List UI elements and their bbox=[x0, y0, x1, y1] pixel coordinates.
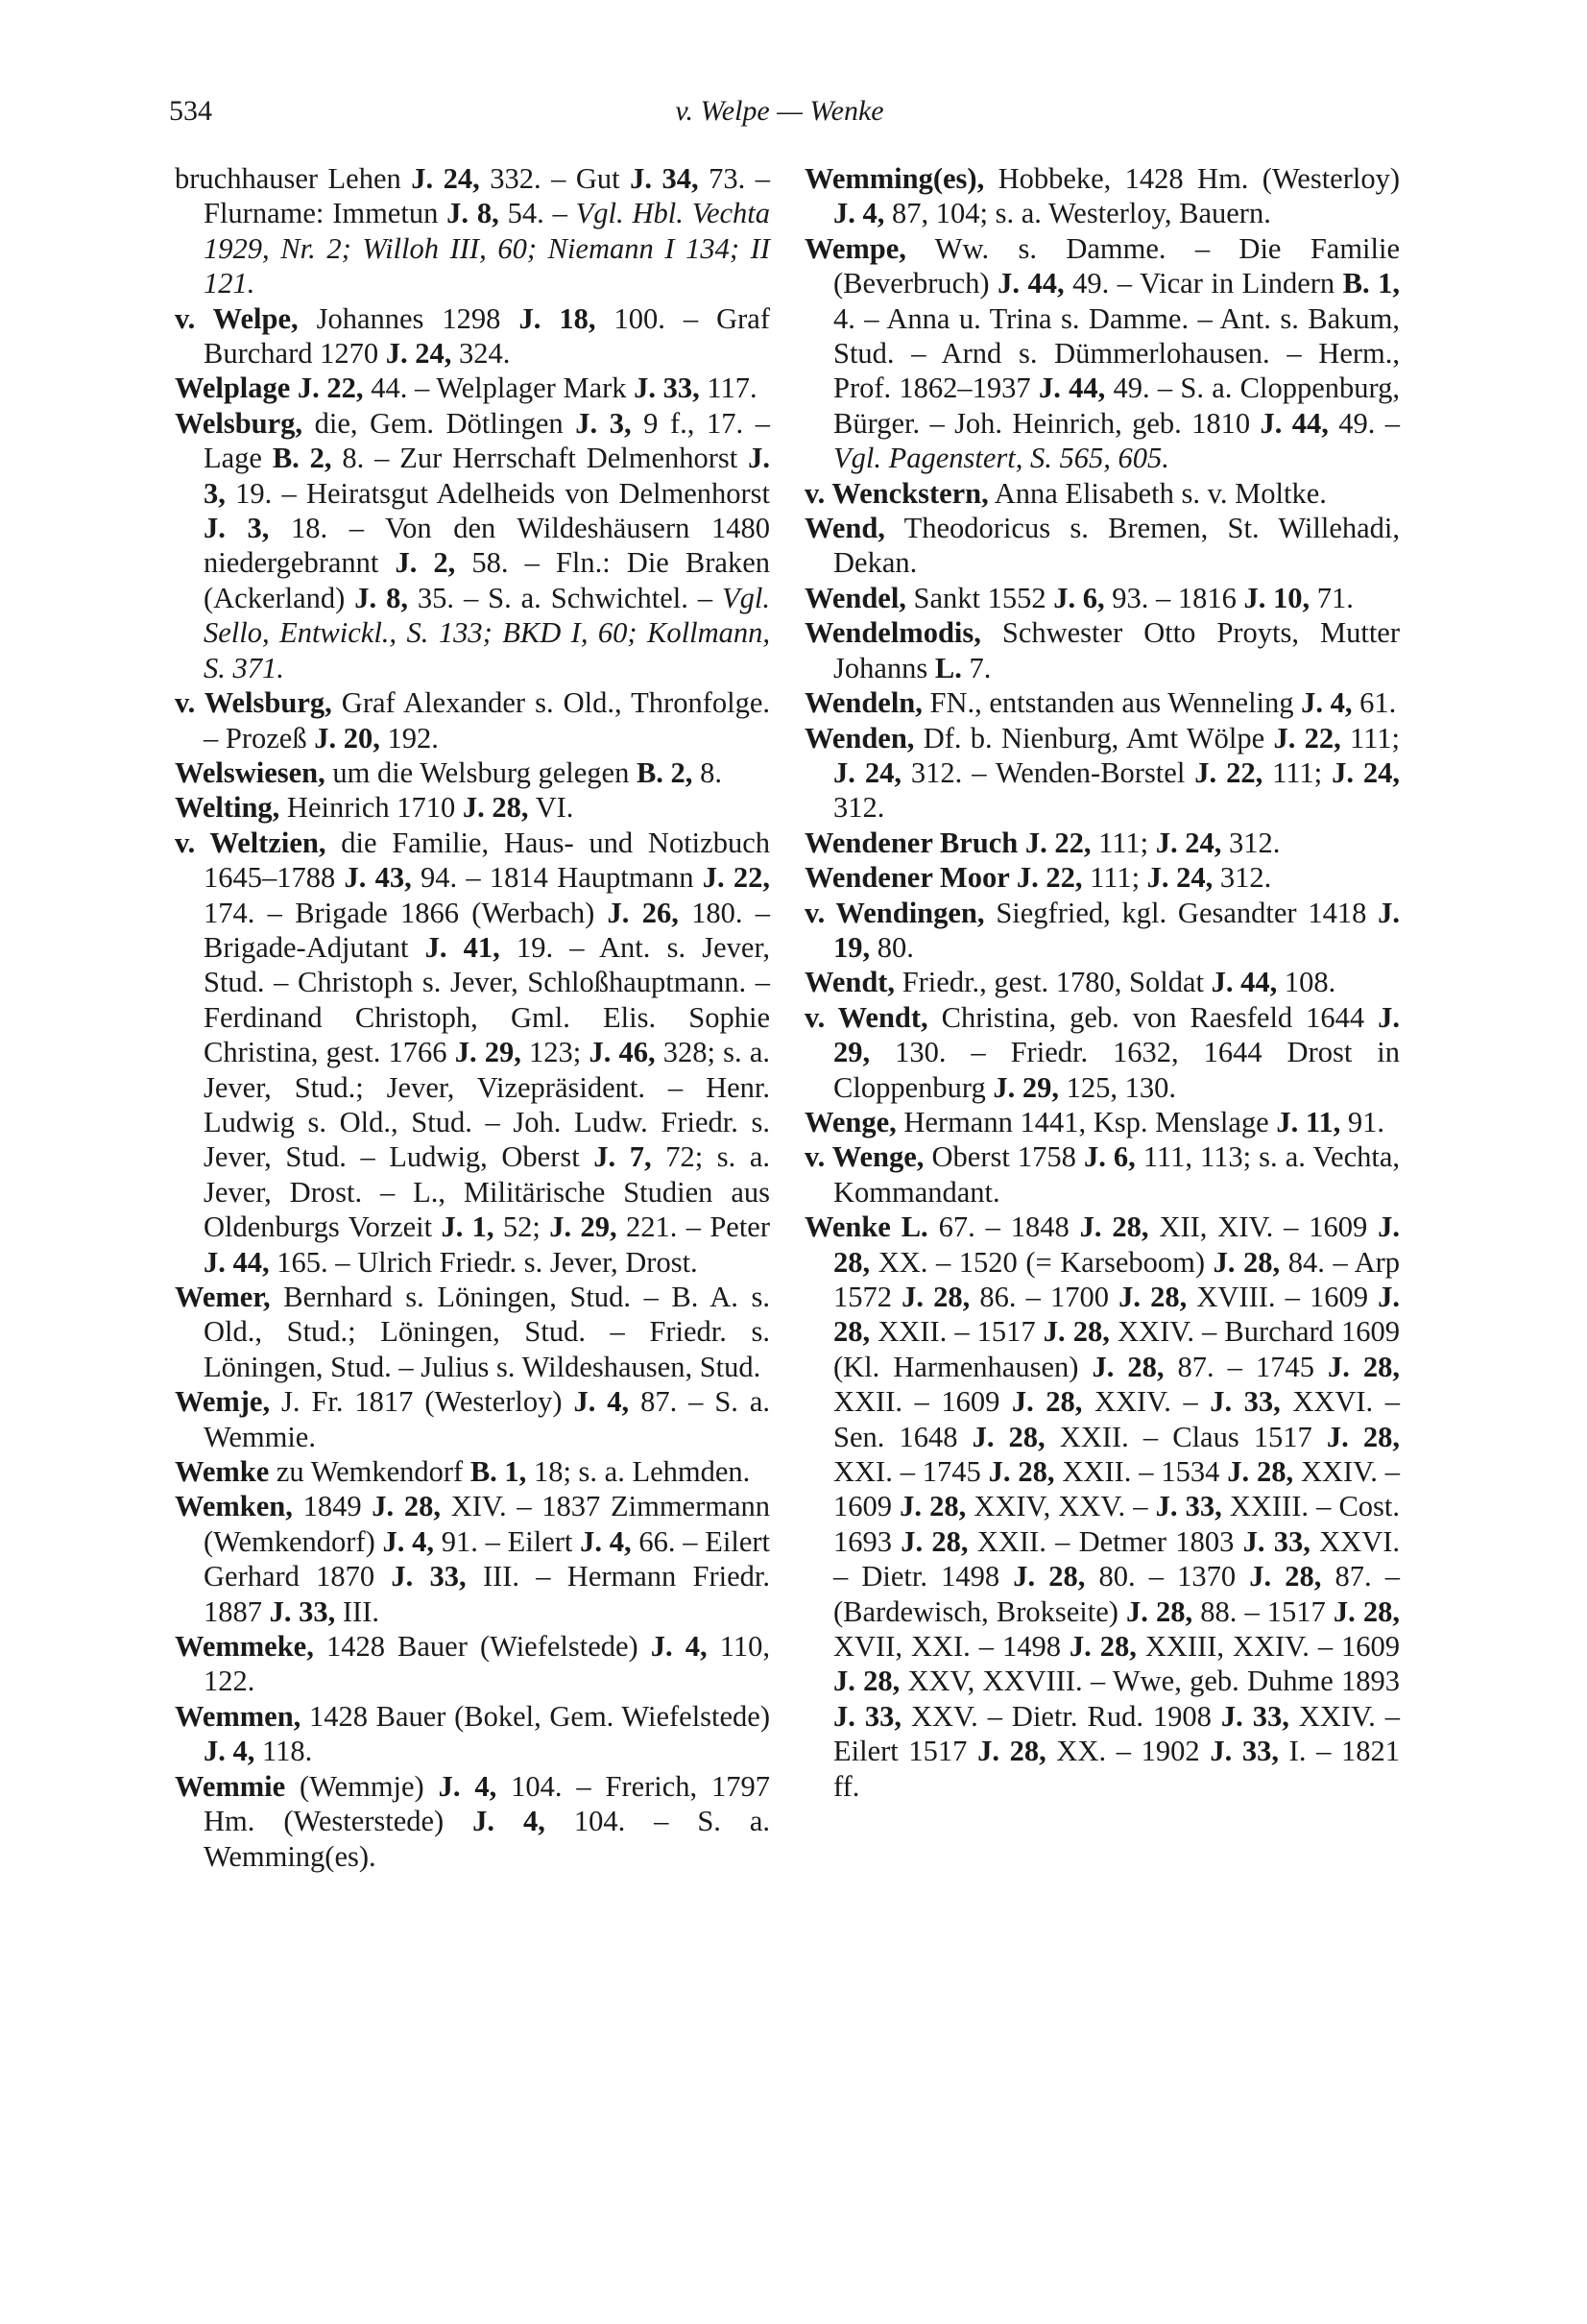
entry-text: 324. bbox=[451, 337, 511, 371]
entry-keyword: J. 10, bbox=[1243, 581, 1310, 614]
entry-text: III. – Hermann Friedr. 1887 bbox=[204, 1560, 771, 1628]
entry-keyword: J. 28, bbox=[462, 791, 529, 825]
entry-text: 8. bbox=[692, 755, 722, 789]
entry-keyword: Welting, bbox=[175, 791, 280, 825]
entry-text: 4. – Anna u. Trina s. Damme. – Ant. s. Bakum, Stud. – Arnd s. Dümmerlohausen. – Herm., Prof. 1862–1937 bbox=[833, 301, 1400, 405]
entry-keyword: J. 19, bbox=[833, 896, 1400, 964]
entry-keyword: J. 1, bbox=[441, 1210, 494, 1244]
entry-keyword: J. 22, bbox=[1194, 755, 1263, 789]
entry-keyword: Wendener Moor J. 22, bbox=[805, 861, 1083, 895]
entry-keyword: J. 28, bbox=[1092, 1350, 1165, 1383]
entry-keyword: B. 2, bbox=[272, 442, 332, 475]
entry-keyword: J. 43, bbox=[344, 861, 412, 895]
entry-text: III. bbox=[335, 1594, 379, 1628]
entry-text: 328; s. a. Jever, Stud.; Jever, Vizepräsident. – Henr. Ludwig s. Old., Stud. – Joh. Ludw. Friedr. s. Jever, Stud. – Ludwig, Oberst bbox=[204, 1036, 771, 1174]
entry-text: 108. bbox=[1277, 966, 1336, 999]
entry-keyword: v. Wendingen, bbox=[805, 896, 985, 929]
entry-text: 66. – Eilert Gerhard 1870 bbox=[204, 1524, 771, 1593]
index-entry bbox=[175, 1769, 770, 1874]
entry-keyword: Wemer, bbox=[175, 1281, 271, 1313]
entry-text: 84. – Arp 1572 bbox=[833, 1245, 1401, 1313]
index-entry bbox=[805, 161, 1400, 231]
entry-text: 100. – Graf Burchard 1270 bbox=[204, 301, 770, 371]
entry-text: 87. – 1745 bbox=[1164, 1350, 1328, 1383]
entry-keyword: J. 4, bbox=[833, 197, 885, 230]
entry-text: Sankt 1552 bbox=[905, 581, 1054, 614]
entry-keyword: J. 24, bbox=[1155, 826, 1222, 859]
entry-text: Christina, geb. von Raesfeld 1644 bbox=[927, 1000, 1379, 1034]
entry-text: XXIV. – 1609 bbox=[833, 1455, 1401, 1523]
entry-keyword: J. 28, bbox=[1118, 1281, 1188, 1313]
entry-text: 71. bbox=[1310, 581, 1354, 614]
index-entry bbox=[175, 1454, 770, 1489]
entry-text: XXI. – 1745 bbox=[833, 1455, 989, 1489]
entry-text: 332. – Gut bbox=[479, 162, 631, 195]
index-entry bbox=[175, 755, 770, 790]
entry-keyword: J. 33, bbox=[391, 1560, 467, 1593]
entry-text: Siegfried, kgl. Gesandter 1418 bbox=[984, 896, 1379, 929]
entry-text: 111; bbox=[1082, 861, 1147, 895]
entry-text: 125, 130. bbox=[1058, 1070, 1176, 1104]
entry-keyword: J. 8, bbox=[446, 197, 499, 230]
entry-keyword: Wendelmodis, bbox=[805, 616, 981, 650]
left-column bbox=[175, 161, 770, 1874]
entry-text: Schwester Otto Proyts, Mutter Johanns bbox=[833, 616, 1400, 684]
entry-keyword: J. 24, bbox=[1146, 861, 1214, 895]
entry-text: zu Wemkendorf bbox=[269, 1455, 470, 1489]
entry-keyword: J. 20, bbox=[314, 721, 380, 755]
entry-text: I. – 1821 ff. bbox=[833, 1735, 1401, 1803]
entry-text: XX. – 1520 (= Karseboom) bbox=[870, 1245, 1214, 1279]
entry-text: 180. – Brigade-Adjutant bbox=[204, 896, 771, 964]
entry-text: XXIV. – Eilert 1517 bbox=[833, 1699, 1401, 1768]
entry-text: 18. – Von den Wildeshäusern 1480 niedergebrannt bbox=[204, 512, 770, 580]
entry-text: XXII. – Claus 1517 bbox=[1045, 1420, 1327, 1453]
entry-text: XXVI. – Dietr. 1498 bbox=[833, 1524, 1401, 1593]
entry-text: bruchhauser Lehen bbox=[175, 162, 412, 195]
entry-keyword: J. 4, bbox=[438, 1769, 497, 1803]
entry-text: 87. – (Bardewisch, Brokseite) bbox=[833, 1560, 1400, 1628]
entry-keyword: J. 44, bbox=[998, 267, 1065, 300]
entry-keyword: J. 24, bbox=[1332, 755, 1401, 789]
entry-keyword: J. 28, bbox=[1326, 1420, 1401, 1453]
entry-keyword: J. 28, bbox=[1069, 1630, 1137, 1664]
entry-text: FN., entstanden aus Wenneling bbox=[922, 686, 1302, 720]
entry-keyword: J. 28, bbox=[833, 1281, 1401, 1349]
entry-keyword: J. 26, bbox=[607, 896, 679, 929]
index-entry bbox=[175, 685, 770, 755]
entry-text: 1849 bbox=[292, 1490, 373, 1523]
entry-text: 123; bbox=[520, 1036, 589, 1069]
entry-keyword: J. 28, bbox=[1227, 1455, 1294, 1489]
entry-keyword: J. 22, bbox=[1273, 721, 1341, 755]
index-entry bbox=[175, 1699, 770, 1769]
entry-text: 9 f., 17. – Lage bbox=[204, 406, 770, 475]
entry-text: 91. bbox=[1340, 1105, 1385, 1138]
entry-text: 54. – bbox=[498, 197, 576, 230]
entry-keyword: Wemming(es), bbox=[805, 162, 985, 195]
entry-text: 44. – Welplager Mark bbox=[363, 371, 635, 405]
entry-keyword: J. 4, bbox=[650, 1630, 708, 1664]
entry-text: 312. – Wenden-Borstel bbox=[901, 755, 1195, 789]
entry-keyword: J. 29, bbox=[454, 1036, 521, 1069]
entry-reference: Vgl. Sello, Entwickl., S. 133; BKD I, 60; Kollmann, S. 371. bbox=[204, 581, 770, 684]
entry-keyword: J. 28, bbox=[372, 1490, 441, 1523]
entry-text: 91. – Eilert bbox=[434, 1524, 581, 1558]
entry-keyword: J. 29, bbox=[993, 1070, 1059, 1104]
entry-text: 110, 122. bbox=[204, 1630, 770, 1698]
entry-keyword: Welplage J. 22, bbox=[175, 371, 364, 405]
entry-keyword: J. 28, bbox=[988, 1455, 1055, 1489]
entry-keyword: Welswiesen, bbox=[175, 755, 325, 789]
entry-keyword: J. 28, bbox=[833, 1210, 1401, 1279]
index-entry bbox=[805, 615, 1400, 685]
entry-keyword: J. 33, bbox=[833, 1699, 902, 1733]
entry-keyword: J. 7, bbox=[593, 1140, 652, 1174]
entry-text: XXV. – Dietr. Rud. 1908 bbox=[901, 1699, 1221, 1733]
entry-keyword: B. 1, bbox=[1342, 267, 1401, 300]
entry-text: XXIV. – Burchard 1609 (Kl. Harmenhausen) bbox=[833, 1315, 1400, 1383]
entry-text: Hermann 1441, Ksp. Menslage bbox=[896, 1105, 1277, 1138]
entry-text: 111; bbox=[1340, 721, 1400, 755]
entry-text: 35. – S. a. Schwichtel. – bbox=[407, 581, 723, 614]
entry-keyword: J. 33, bbox=[1220, 1699, 1289, 1733]
entry-text: 312. bbox=[1221, 826, 1281, 859]
entry-keyword: J. 46, bbox=[589, 1036, 656, 1069]
entry-keyword: Wemmeke, bbox=[175, 1630, 314, 1664]
entry-text: 80. bbox=[870, 930, 914, 964]
index-entry bbox=[175, 301, 770, 371]
entry-keyword: J. 3, bbox=[204, 442, 771, 510]
entry-text: 72; s. a. Jever, Drost. – L., Militärische Studien aus Oldenburgs Vorzeit bbox=[204, 1140, 771, 1244]
entry-keyword: J. 11, bbox=[1276, 1105, 1341, 1138]
entry-text: 67. – 1848 bbox=[927, 1210, 1080, 1244]
entry-reference: Vgl. Hbl. Vechta 1929, Nr. 2; Willoh III, 60; Niemann I 134; II 121. bbox=[204, 197, 771, 300]
index-entry bbox=[805, 965, 1400, 999]
index-entry bbox=[805, 231, 1400, 476]
index-entry bbox=[175, 371, 770, 405]
entry-text: die, Gem. Dötlingen bbox=[302, 406, 576, 440]
entry-text: XIV. – 1837 Zimmermann (Wemkendorf) bbox=[204, 1490, 770, 1558]
entry-text: 88. – 1517 bbox=[1192, 1594, 1334, 1628]
index-entry bbox=[175, 790, 770, 825]
index-entry bbox=[805, 826, 1400, 860]
entry-keyword: J. 28, bbox=[1079, 1210, 1149, 1244]
entry-keyword: J. 3, bbox=[575, 406, 632, 440]
entry-keyword: J. 28, bbox=[1011, 1385, 1083, 1419]
index-entry bbox=[175, 1629, 770, 1699]
entry-text: XXII. – Detmer 1803 bbox=[968, 1524, 1243, 1558]
entry-keyword: v. Wendt, bbox=[805, 1000, 928, 1034]
entry-keyword: J. 28, bbox=[1013, 1560, 1086, 1593]
entry-keyword: J. 28, bbox=[972, 1420, 1046, 1453]
entry-text: die Familie, Haus- und Notizbuch 1645–1788 bbox=[204, 826, 770, 895]
entry-text: VI. bbox=[528, 791, 574, 825]
entry-text: 111, 113; s. a. Vechta, Kommandant. bbox=[833, 1140, 1400, 1209]
entry-text: 49. – bbox=[1328, 406, 1401, 440]
entry-keyword: v. Wenge, bbox=[805, 1140, 925, 1174]
entry-text: Oberst 1758 bbox=[924, 1140, 1084, 1174]
entry-keyword: J. 33, bbox=[1210, 1735, 1279, 1768]
entry-reference: Vgl. Pagenstert, S. 565, 605. bbox=[833, 442, 1169, 475]
entry-keyword: J. 6, bbox=[1083, 1140, 1136, 1174]
entry-keyword: B. 1, bbox=[469, 1455, 527, 1489]
index-entry bbox=[175, 161, 770, 301]
entry-keyword: J. 2, bbox=[395, 546, 456, 580]
entry-keyword: J. 28, bbox=[1126, 1594, 1193, 1628]
index-entry bbox=[805, 1139, 1400, 1210]
entry-text: 165. – Ulrich Friedr. s. Jever, Drost. bbox=[269, 1245, 698, 1279]
index-entry bbox=[805, 1210, 1400, 1804]
entry-keyword: J. 33, bbox=[269, 1594, 336, 1628]
entry-keyword: Wemje, bbox=[175, 1385, 271, 1419]
entry-keyword: J. 29, bbox=[833, 1000, 1400, 1069]
entry-keyword: J. 4, bbox=[573, 1385, 630, 1419]
entry-keyword: v. Welpe, bbox=[175, 301, 299, 335]
entry-text: 111; bbox=[1091, 826, 1156, 859]
entry-text: 118. bbox=[254, 1735, 313, 1768]
page-number: 534 bbox=[169, 95, 212, 127]
entry-keyword: J. 29, bbox=[549, 1210, 617, 1244]
entry-text: XXII. – 1517 bbox=[870, 1315, 1044, 1349]
entry-keyword: J. 44, bbox=[1211, 966, 1278, 999]
entry-text: 7. bbox=[961, 651, 992, 684]
entry-text: 19. – Heiratsgut Adelheids von Delmenhorst bbox=[225, 476, 770, 510]
entry-keyword: v. Weltzien, bbox=[175, 826, 326, 859]
entry-keyword: J. 28, bbox=[1213, 1245, 1281, 1279]
entry-keyword: J. 24, bbox=[385, 337, 452, 371]
entry-text: 61. bbox=[1352, 686, 1397, 720]
entry-text: Ww. s. Damme. – Die Familie (Beverbruch) bbox=[833, 231, 1400, 300]
entry-keyword: J. 28, bbox=[901, 1524, 969, 1558]
entry-keyword: J. 28, bbox=[977, 1735, 1046, 1768]
index-entry bbox=[805, 685, 1400, 720]
entry-keyword: J. 24, bbox=[833, 755, 902, 789]
entry-text: 117. bbox=[699, 371, 757, 405]
entry-keyword: Wenge, bbox=[805, 1105, 897, 1138]
index-entry bbox=[805, 1105, 1400, 1139]
entry-text: XVIII. – 1609 bbox=[1187, 1281, 1379, 1313]
index-entry bbox=[175, 406, 770, 685]
running-head: v. Welpe — Wenke bbox=[675, 95, 884, 127]
index-entry bbox=[805, 476, 1400, 511]
entry-text: Anna Elisabeth s. v. Moltke. bbox=[988, 476, 1327, 510]
entry-keyword: J. 44, bbox=[204, 1245, 270, 1279]
entry-text: XXIII. – Cost. 1693 bbox=[833, 1490, 1401, 1558]
entry-text: 52; bbox=[493, 1210, 550, 1244]
entry-text: 104. – S. a. Wemming(es). bbox=[204, 1805, 771, 1873]
entry-keyword: J. 28, bbox=[1333, 1594, 1401, 1628]
entry-keyword: Wenden, bbox=[805, 721, 915, 755]
entry-text: 8. – Zur Herrschaft Delmenhorst bbox=[331, 442, 749, 475]
entry-text: 174. – Brigade 1866 (Werbach) bbox=[204, 896, 608, 929]
entry-keyword: J. 24, bbox=[411, 162, 480, 195]
index-entry bbox=[805, 721, 1400, 826]
index-entry bbox=[175, 1489, 770, 1629]
index-entry bbox=[175, 826, 770, 1280]
entry-text: Johannes 1298 bbox=[298, 301, 519, 335]
entry-keyword: Wendt, bbox=[805, 966, 896, 999]
entry-text: 93. – 1816 bbox=[1104, 581, 1244, 614]
entry-text: XX. – 1902 bbox=[1046, 1735, 1211, 1768]
entry-text: 86. – 1700 bbox=[970, 1281, 1119, 1313]
entry-text: Graf Alexander s. Old., Thronfolge. – Prozeß bbox=[204, 686, 770, 755]
entry-text: Heinrich 1710 bbox=[279, 791, 463, 825]
entry-keyword: J. 4, bbox=[472, 1805, 545, 1838]
entry-keyword: v. Welsburg, bbox=[175, 686, 332, 720]
entry-text: 87, 104; s. a. Westerloy, Bauern. bbox=[884, 197, 1271, 230]
entry-text: 73. – Flurname: Immetun bbox=[204, 162, 770, 230]
entry-text: 49. – S. a. Cloppenburg, Bürger. – Joh. Heinrich, geb. 1810 bbox=[833, 371, 1400, 440]
entry-keyword: J. 33, bbox=[1210, 1385, 1281, 1419]
entry-text: 18; s. a. Lehmden. bbox=[526, 1455, 751, 1489]
index-entry bbox=[805, 1000, 1400, 1105]
entry-keyword: J. 28, bbox=[1249, 1560, 1322, 1593]
entry-text: 19. – Ant. s. Jever, Stud. – Christoph s. Jever, Schloßhauptmann. – Ferdinand Christoph, Gml. Elis. Sophie Christina, gest. 1766 bbox=[204, 930, 770, 1069]
index-entry bbox=[805, 896, 1400, 966]
index-entry bbox=[805, 860, 1400, 895]
entry-text: XXV, XXVIII. – Wwe, geb. Duhme 1893 bbox=[900, 1665, 1401, 1698]
entry-keyword: J. 6, bbox=[1053, 581, 1105, 614]
entry-text: 94. – 1814 Hauptmann bbox=[411, 861, 703, 895]
entry-text: 1428 Bauer (Wiefelstede) bbox=[313, 1630, 651, 1664]
entry-keyword: J. 4, bbox=[1301, 686, 1353, 720]
entry-text: 192. bbox=[379, 721, 439, 755]
entry-text: 1428 Bauer (Bokel, Gem. Wiefelstede) bbox=[301, 1699, 770, 1733]
entry-keyword: J. 41, bbox=[424, 930, 500, 964]
entry-keyword: Wempe, bbox=[805, 231, 906, 265]
entry-keyword: J. 28, bbox=[1327, 1350, 1400, 1383]
entry-text: 130. – Friedr. 1632, 1644 Drost in Cloppenburg bbox=[833, 1036, 1400, 1104]
entry-text: 58. – Fln.: Die Braken (Ackerland) bbox=[204, 546, 770, 614]
entry-keyword: J. 33, bbox=[1242, 1524, 1310, 1558]
entry-text: 221. – Peter bbox=[616, 1210, 770, 1244]
entry-text: 312. bbox=[833, 791, 885, 825]
entry-text: Hobbeke, 1428 Hm. (Westerloy) bbox=[984, 162, 1400, 195]
index-entry bbox=[805, 581, 1400, 615]
index-entry bbox=[175, 1280, 770, 1384]
entry-keyword: J. 28, bbox=[900, 1490, 967, 1523]
entry-text: XXVI. – Sen. 1648 bbox=[833, 1385, 1400, 1453]
entry-text: XII, XIV. – 1609 bbox=[1148, 1210, 1379, 1244]
entry-keyword: J. 28, bbox=[1043, 1315, 1110, 1349]
entry-keyword: Wendener Bruch J. 22, bbox=[805, 826, 1092, 859]
index-entry bbox=[175, 1384, 770, 1454]
page-header bbox=[169, 92, 1390, 131]
entry-text: (Wemmje) bbox=[285, 1769, 439, 1803]
entry-keyword: v. Wenckstern, bbox=[805, 476, 989, 510]
entry-keyword: J. 4, bbox=[382, 1524, 435, 1558]
entry-keyword: J. 33, bbox=[634, 371, 700, 405]
entry-keyword: L. bbox=[934, 651, 962, 684]
entry-keyword: J. 4, bbox=[204, 1735, 255, 1768]
entry-keyword: J. 3, bbox=[204, 512, 270, 545]
right-column bbox=[805, 161, 1400, 1804]
entry-text: XVII, XXI. – 1498 bbox=[833, 1630, 1070, 1664]
entry-text: J. Fr. 1817 (Westerloy) bbox=[270, 1385, 574, 1419]
entry-keyword: J. 22, bbox=[702, 861, 771, 895]
entry-text: Friedr., gest. 1780, Soldat bbox=[895, 966, 1212, 999]
entry-text: XXIII, XXIV. – 1609 bbox=[1136, 1630, 1401, 1664]
entry-text: 312. bbox=[1213, 861, 1272, 895]
entry-text: 80. – 1370 bbox=[1085, 1560, 1250, 1593]
entry-keyword: Wenke L. bbox=[805, 1210, 928, 1244]
entry-text: XXII. – 1609 bbox=[833, 1385, 1012, 1419]
entry-keyword: Wemmen, bbox=[175, 1699, 301, 1733]
entry-text: Bernhard s. Löningen, Stud. – B. A. s. Old., Stud.; Löningen, Stud. – Friedr. s. Löningen, Stud. – Julius s. Wildeshausen, Stud. bbox=[204, 1281, 770, 1383]
entry-keyword: J. 18, bbox=[518, 301, 596, 335]
entry-text: 111; bbox=[1262, 755, 1333, 789]
entry-keyword: Welsburg, bbox=[175, 406, 303, 440]
entry-keyword: J. 28, bbox=[833, 1665, 901, 1698]
entry-keyword: Wemke bbox=[175, 1455, 270, 1489]
entry-text: 49. – Vicar in Lindern bbox=[1064, 267, 1343, 300]
entry-keyword: Wend, bbox=[805, 512, 885, 545]
index-entry bbox=[805, 511, 1400, 581]
entry-keyword: J. 44, bbox=[1038, 371, 1106, 405]
entry-keyword: J. 34, bbox=[630, 162, 699, 195]
entry-text: XXII. – 1534 bbox=[1054, 1455, 1228, 1489]
entry-keyword: B. 2, bbox=[636, 755, 693, 789]
entry-text: XXIV, XXV. – bbox=[966, 1490, 1156, 1523]
entry-keyword: J. 28, bbox=[902, 1281, 971, 1313]
entry-text: 104. – Frerich, 1797 Hm. (Westerstede) bbox=[204, 1769, 771, 1838]
entry-text: Df. b. Nienburg, Amt Wölpe bbox=[914, 721, 1274, 755]
entry-keyword: J. 4, bbox=[580, 1524, 632, 1558]
entry-keyword: J. 33, bbox=[1155, 1490, 1222, 1523]
entry-keyword: J. 44, bbox=[1260, 406, 1329, 440]
entry-keyword: Wemken, bbox=[175, 1490, 293, 1523]
entry-text: 87. – S. a. Wemmie. bbox=[204, 1385, 771, 1453]
entry-text: um die Welsburg gelegen bbox=[325, 755, 637, 789]
entry-keyword: J. 8, bbox=[354, 581, 408, 614]
entry-text: XXIV. – bbox=[1082, 1385, 1211, 1419]
entry-keyword: Wemmie bbox=[175, 1769, 286, 1803]
entry-text: Theodoricus s. Bremen, St. Willehadi, Dekan. bbox=[833, 512, 1400, 580]
entry-keyword: Wendel, bbox=[805, 581, 906, 614]
entry-keyword: Wendeln, bbox=[805, 686, 923, 720]
